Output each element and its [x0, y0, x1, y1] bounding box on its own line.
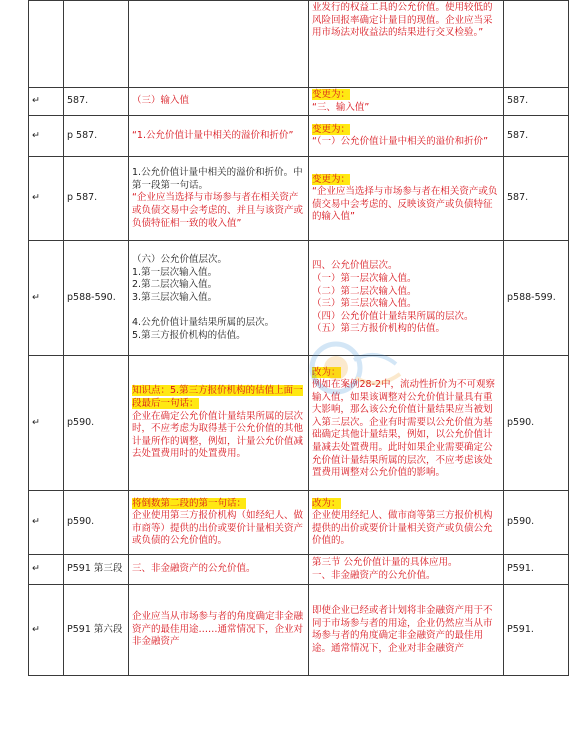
- page-reference: p 587.: [64, 116, 129, 157]
- page-reference: 587.: [64, 88, 129, 116]
- text-line: “（一）公允价值计量中相关的溢价和折价”: [312, 136, 489, 148]
- revised-page-reference: p588-599.: [504, 241, 569, 356]
- revised-page-reference: p590.: [504, 491, 569, 555]
- text-line: 企业应当从市场参与者的角度确定非金融资产的最佳用途……通常情况下，企业对非金融资产: [132, 611, 304, 648]
- revised-text-cell: [309, 555, 504, 585]
- original-text-cell: [129, 356, 309, 491]
- table-row: [29, 491, 569, 555]
- revised-page-reference: p590.: [504, 356, 569, 491]
- page-reference: p590.: [64, 491, 129, 555]
- table-row: [29, 585, 569, 676]
- text-line: （五）第三方报价机构的估值。: [312, 323, 446, 335]
- highlighted-instruction: 改为：: [312, 366, 341, 378]
- page-reference: p588-590.: [64, 241, 129, 356]
- original-text-cell: [129, 1, 309, 88]
- text-line: 1.公允价值计量中相关的溢价和折价。中第一段第一句话。: [132, 167, 303, 191]
- text-line: 即使企业已经或者计划将非金融资产用于不同于市场参与者的用途，企业仍然应当从市场参与者的角度确定非金融资产的最佳用途。通常情况下，企业对非金融资产: [312, 605, 493, 654]
- text-line: 4.公允价值计量结果所属的层次。: [132, 317, 275, 329]
- table-row: [29, 241, 569, 356]
- revised-text-cell: [309, 356, 504, 491]
- page-reference: P591 第三段: [64, 555, 129, 585]
- table-row: [29, 88, 569, 116]
- page-reference: p 587.: [64, 157, 129, 241]
- page-reference: P591 第六段: [64, 585, 129, 676]
- revised-page-reference: P591.: [504, 585, 569, 676]
- revised-page-reference: 587.: [504, 116, 569, 157]
- original-text-cell: [129, 241, 309, 356]
- row-marker: ↵: [29, 356, 64, 491]
- text-line: 一、非金融资产的公允价值。: [312, 569, 436, 581]
- highlighted-instruction: 将倒数第二段的第一句话：: [132, 497, 247, 509]
- text-line: “企业应当选择与市场参与者在相关资产或负债交易中会考虑的、并且与该资产或负债特征相一致的收入值”: [132, 192, 304, 229]
- original-text-cell: [129, 585, 309, 676]
- text-line: （一）第一层次输入值。: [312, 273, 417, 284]
- page-reference: p590.: [64, 356, 129, 491]
- text-line: 1.第一层次输入值。: [132, 266, 218, 278]
- revised-text-cell: [309, 1, 504, 88]
- row-marker: ↵: [29, 88, 64, 116]
- row-marker: [29, 1, 64, 88]
- highlighted-instruction: 改为：: [312, 497, 341, 509]
- original-text-cell: [129, 116, 309, 157]
- table-row: [29, 116, 569, 157]
- revised-page-reference: 587.: [504, 88, 569, 116]
- text-line: “1.公允价值计量中相关的溢价和折价”: [132, 129, 294, 141]
- revised-text-cell: [309, 491, 504, 555]
- text-line: （三）输入值: [132, 95, 190, 107]
- table-row: [29, 555, 569, 585]
- revised-text-cell: [309, 88, 504, 116]
- highlighted-instruction: 变更为：: [312, 89, 351, 100]
- original-text-cell: [129, 157, 309, 241]
- page-reference: [64, 1, 129, 88]
- text-line: 业发行的权益工具的公允价值。使用较低的风险回报率确定计量目的现值。企业应当采用市场法对收益法的结果进行交叉检验。”: [312, 2, 493, 39]
- text-line: 企业使用第三方报价机构（如经纪人、做市商等）提供的出价或要价计量相关资产或负债的公允价值的。: [132, 510, 304, 547]
- revised-text-cell: [309, 157, 504, 241]
- text-line: 三、非金融资产的公允价值。: [132, 563, 256, 575]
- text-line: （二）第二层次输入值。: [312, 285, 417, 297]
- row-marker: ↵: [29, 585, 64, 676]
- text-line: 3.第三层次输入值。: [132, 291, 218, 303]
- text-line: （六）公允价值层次。: [132, 254, 228, 266]
- row-marker: ↵: [29, 491, 64, 555]
- revised-text-cell: [309, 116, 504, 157]
- table-row: [29, 356, 569, 491]
- text-line: 企业使用经纪人、做市商等第三方报价机构提供的出价或要价计量相关资产或负债公允价值的。: [312, 510, 493, 547]
- row-marker: ↵: [29, 116, 64, 157]
- text-line: 例如在案例28-2中，流动性折价为不可观察输入值，如果该调整对公允价值计量具有重大影响，那么该公允价值计量结果应当被划入第三层次。企业有时需要以公允价值为基础确定其他计量结果，例如，以公允价值计量减去处置费用。此时如果企业需要确定公允价值计量结果所属的层次，不应考虑该处置费用调整对公允价值的影响。: [312, 379, 496, 479]
- row-marker: ↵: [29, 241, 64, 356]
- text-line: 2.第二层次输入值。: [132, 279, 218, 291]
- text-line: （四）公允价值计量结果所属的层次。: [312, 310, 474, 322]
- row-marker: ↵: [29, 555, 64, 585]
- revision-table-body: [29, 1, 569, 676]
- text-line: “三、输入值”: [312, 101, 370, 113]
- text-line: “企业应当选择与市场参与者在相关资产或负债交易中会考虑的、反映该资产或负债特征的输入值”: [312, 186, 498, 223]
- table-row: [29, 1, 569, 88]
- revised-text-cell: [309, 585, 504, 676]
- row-marker: ↵: [29, 157, 64, 241]
- original-text-cell: [129, 555, 309, 585]
- revised-page-reference: 587.: [504, 157, 569, 241]
- original-text-cell: [129, 88, 309, 116]
- revised-page-reference: P591.: [504, 555, 569, 585]
- text-line: 四、公允价值层次。: [312, 260, 398, 272]
- highlighted-instruction: 变更为：: [312, 123, 351, 135]
- text-line: 5.第三方报价机构的估值。: [132, 329, 246, 341]
- text-line: （三）第三层次输入值。: [312, 298, 417, 310]
- highlighted-instruction: 知识点：5.第三方报价机构的估值上面一段最后一句话：: [132, 385, 303, 409]
- text-line: 第三节 公允价值计量的具体应用。: [312, 557, 458, 569]
- revised-page-reference: [504, 1, 569, 88]
- revised-text-cell: [309, 241, 504, 356]
- text-line: 企业在确定公允价值计量结果所属的层次时，不应考虑为取得基于公允价值的其他计量所作的调整，例如，计量公允价值减去处置费用时的处置费用。: [132, 410, 304, 460]
- highlighted-instruction: 变更为：: [312, 173, 351, 185]
- table-row: [29, 157, 569, 241]
- revision-table: [28, 0, 569, 676]
- original-text-cell: [129, 491, 309, 555]
